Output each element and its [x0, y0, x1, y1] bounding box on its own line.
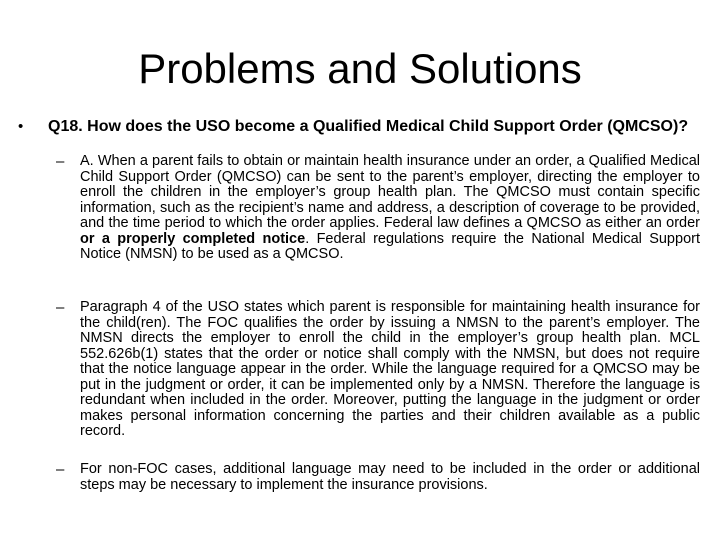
- answer-paragraph-2: Paragraph 4 of the USO states which parent is responsible for maintaining health insurance for the child(ren). The FOC qualifies the order by issuing a NMSN to the parent’s employer. The NMSN directs the employer to enroll the child in the employer’s group health plan. MCL 552.626b(1) states that the order or notice shall comply with the NMSN, but does not require that the notice language appear in the order. While the language required for a QMCSO may be put in the judgment or order, it can be implemented only by a NMSN. Therefore the language is redundant when included in the order. Moreover, putting the language in the judgment or order makes personal information concerning the parties and their children available as a public record.: [80, 299, 700, 439]
- bullet-marker: •: [18, 118, 24, 135]
- answer-1-text-end: . Federal regulations require the National Medical Support Notice (NMSN) to be used as a QMCSO.: [80, 230, 700, 262]
- answer-1-bold-phrase: or a properly completed notice: [80, 230, 306, 247]
- answer-paragraph-1: [80, 154, 700, 263]
- answer-paragraph-3: For non-FOC cases, additional language may need to be included in the order or additional steps may be necessary to implement the insurance provisions.: [80, 461, 700, 493]
- dash-marker-3: –: [56, 461, 65, 478]
- slide-title: Problems and Solutions: [138, 45, 582, 92]
- dash-marker-2: –: [56, 299, 65, 316]
- dash-marker-1: –: [56, 153, 65, 170]
- question-text: Q18. How does the USO become a Qualified Medical Child Support Order (QMCSO)?: [48, 118, 689, 135]
- answer-1-text-start: A. When a parent fails to obtain or maintain health insurance under an order, a Qualified Medical Child Support Order (QMCSO) can be sent to the parent’s employer, directing the employer to enroll the children in the employer’s group health plan. The QMCSO must contain specific information, such as the recipient’s name and address, a description of coverage to be provided, and the time period to which the order applies. Federal law defines a QMCSO as either an order: [80, 153, 700, 231]
